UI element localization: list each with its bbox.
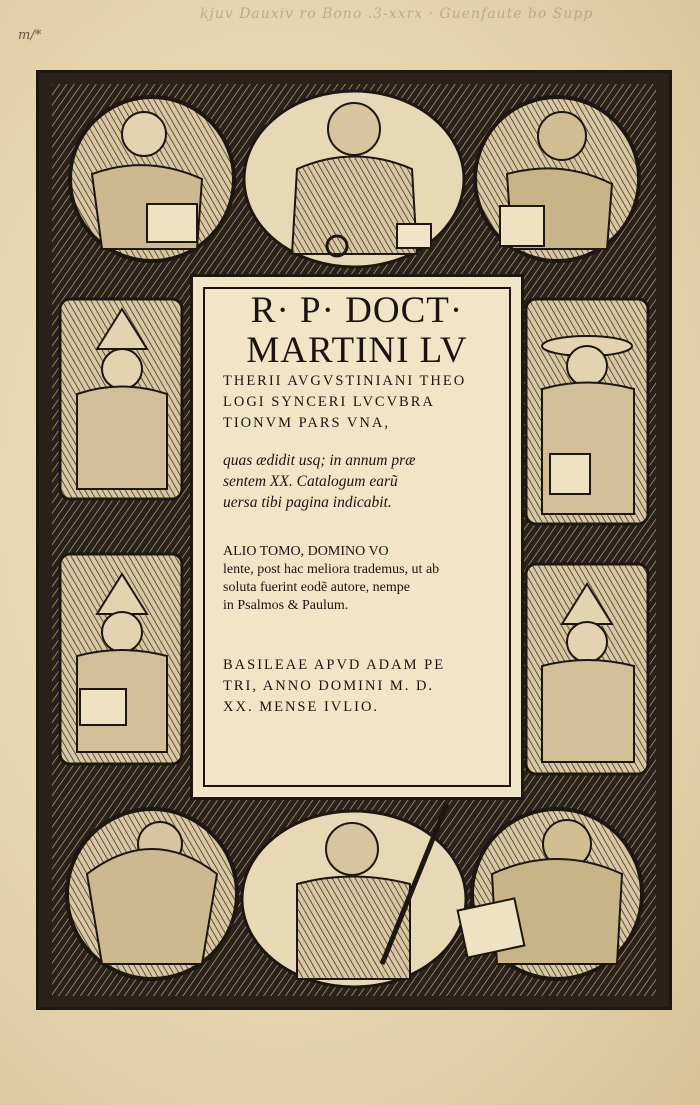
cardinal-figure xyxy=(526,299,648,524)
title-text-block xyxy=(201,285,513,789)
pope-figure xyxy=(60,299,182,499)
lion-medallion xyxy=(475,97,639,261)
manuscript-mark: m/* xyxy=(18,28,42,43)
imprint-line: BASILEAE APVD ADAM PE xyxy=(223,657,446,673)
subtitle-line: LOGI SYNCERI LVCVBRA xyxy=(223,394,435,410)
angel-medallion xyxy=(70,97,234,261)
bishop-figure xyxy=(60,554,182,764)
saint-peter-figure xyxy=(244,91,464,267)
eagle-medallion xyxy=(67,809,237,979)
description-line: sentem XX. Catalogum earũ xyxy=(223,473,398,490)
title-panel xyxy=(190,274,524,800)
bishop-figure-right xyxy=(526,564,648,774)
description-line: quas ædidit usq; in annum præ xyxy=(223,452,416,469)
title-line-2: MARTINI LV xyxy=(246,330,468,371)
imprint-line: XX. MENSE IVLIO. xyxy=(223,699,380,715)
title-line-1: R· P· DOCT· xyxy=(250,290,464,331)
note-line: in Psalmos & Paulum. xyxy=(223,598,349,613)
description-line: uersa tibi pagina indicabit. xyxy=(223,494,392,511)
subtitle-line: TIONVM PARS VNA, xyxy=(223,415,390,431)
note-line: ALIO TOMO, DOMINO VO xyxy=(223,544,389,559)
imprint-line: TRI, ANNO DOMINI M. D. xyxy=(223,678,435,694)
note-line: soluta fuerint eodẽ autore, nempe xyxy=(223,580,410,595)
handwritten-note: kjuv Dauxiv ro Bono .3-xxrx · Guenfaute bo Supp xyxy=(200,6,594,22)
subtitle-line: THERII AVGVSTINIANI THEO xyxy=(223,373,467,389)
note-line: lente, post hac meliora trademus, ut ab xyxy=(223,562,440,577)
